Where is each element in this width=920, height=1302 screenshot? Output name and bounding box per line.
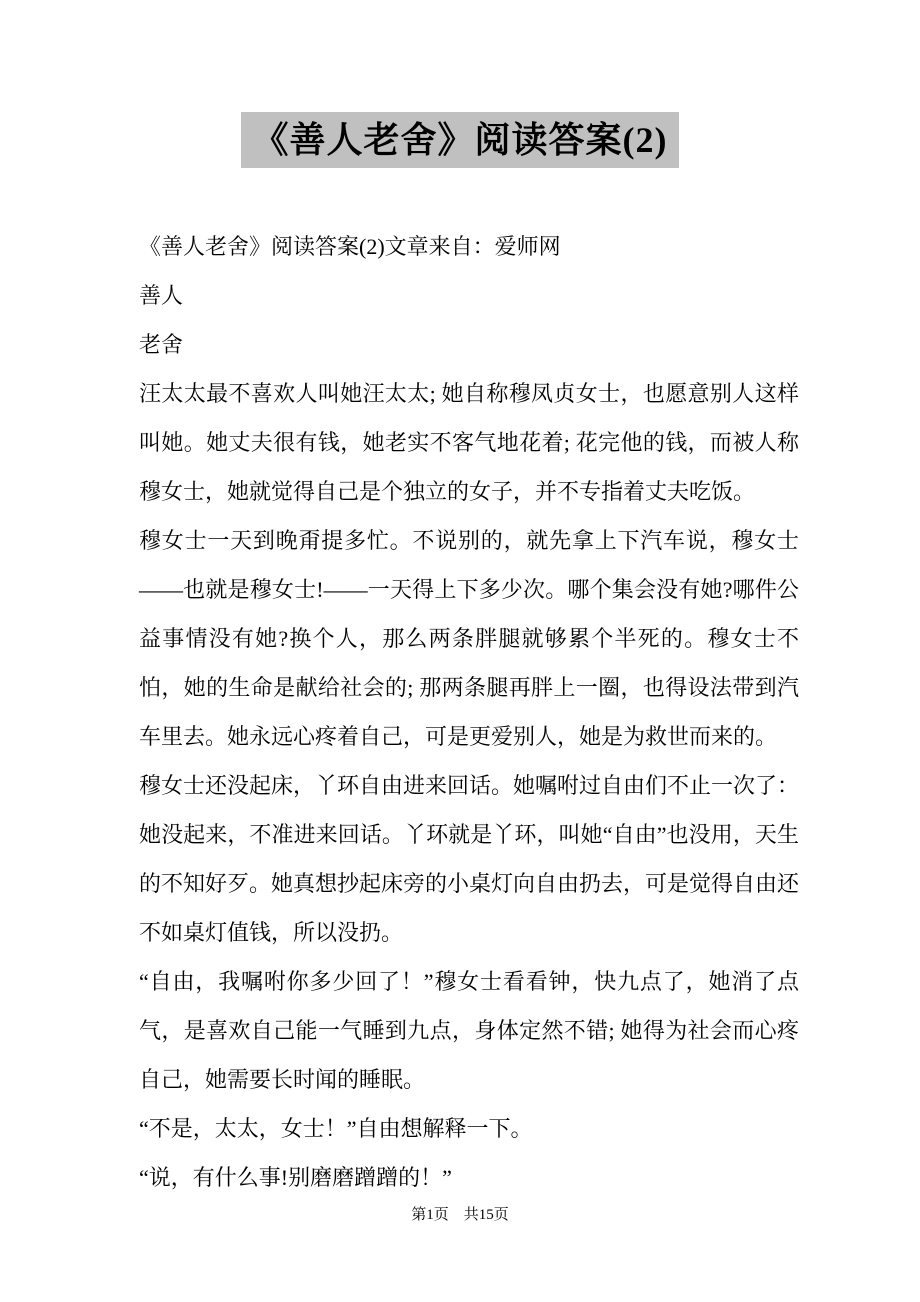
paragraph: “不是，太太，女士！”自由想解释一下。 — [139, 1116, 533, 1141]
paragraph: “说，有什么事!别磨磨蹭蹭的！” — [139, 1165, 452, 1190]
paragraph: “自由，我嘱咐你多少回了！”穆女士看看钟，快九点了，她消了点气，是喜欢自己能一气睡到九点，身体定然不错; 她得为社会而心疼自己，她需要长时闻的睡眠。 — [139, 969, 799, 1092]
paragraph: 穆女士还没起床，丫环自由进来回话。她嘱咐过自由们不止一次了：她没起来，不准进来回话。丫环就是丫环，叫她“自由”也没用，天生的不知好歹。她真想抄起床旁的小桌灯向自由扔去，可是觉得自由还不如桌灯值钱，所以没扔。 — [139, 773, 800, 945]
paragraph: 善人 — [139, 283, 184, 308]
title-row — [0, 0, 920, 168]
page-title: 《善人老舍》阅读答案(2) — [241, 112, 680, 168]
paragraph: 《善人老舍》阅读答案(2)文章来自：爱师网 — [139, 234, 561, 259]
page-footer — [0, 1203, 920, 1227]
paragraph: 穆女士一天到晚甭提多忙。不说别的，就先拿上下汽车说，穆女士——也就是穆女士!——一天得上下多少次。哪个集会没有她?哪件公益事情没有她?换个人，那么两条胖腿就够累个半死的。穆女士不怕，她的生命是献给社会的; 那两条腿再胖上一圈，也得设法带到汽车里去。她永远心疼着自己，可是更爱别人，她是为救世而来的。 — [139, 528, 799, 749]
paragraph: 汪太太最不喜欢人叫她汪太太; 她自称穆凤贞女士，也愿意别人这样叫她。她丈夫很有钱，她老实不客气地花着; 花完他的钱，而被人称穆女士，她就觉得自己是个独立的女子，并不专指着丈夫吃饭。 — [139, 381, 799, 504]
paragraph: 老舍 — [139, 332, 184, 357]
document-body — [139, 222, 799, 1202]
page-number-label: 第1页 共15页 — [411, 1207, 509, 1223]
